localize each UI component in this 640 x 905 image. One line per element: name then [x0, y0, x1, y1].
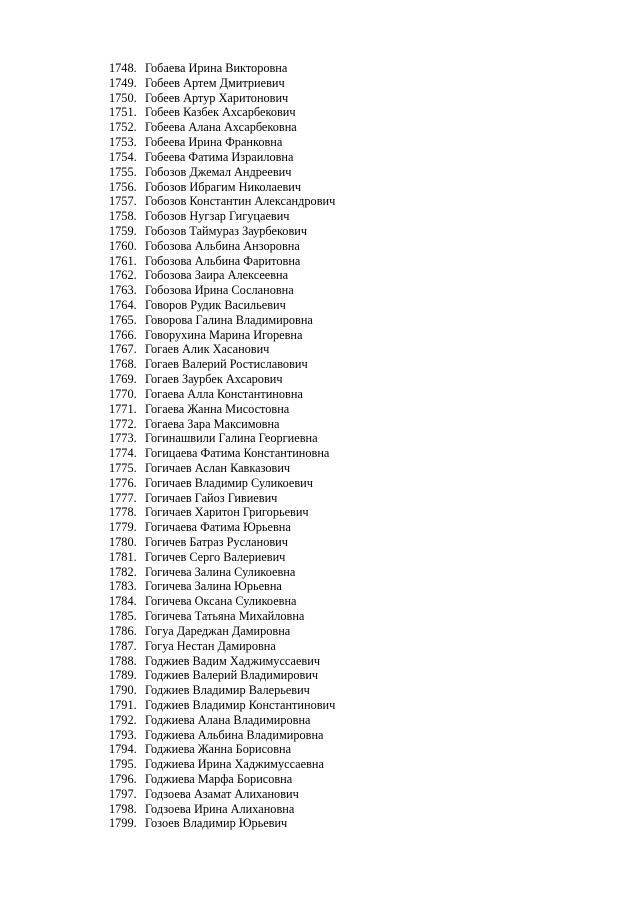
list-item	[109, 639, 335, 654]
list-item	[109, 728, 335, 743]
entry-name: Гогаева Зара Максимовна	[145, 416, 280, 431]
entry-number: 1779.	[109, 520, 137, 535]
entry-name: Годжиева Альбина Владимировна	[145, 727, 324, 742]
entry-name: Гобозов Нугзар Гигуцаевич	[145, 209, 290, 224]
entry-number: 1759.	[109, 223, 137, 238]
entry-name: Годзоева Ирина Алихановна	[145, 801, 295, 816]
entry-number: 1771.	[109, 401, 137, 416]
list-item	[109, 357, 335, 372]
entry-number: 1798.	[109, 801, 137, 816]
list-item	[109, 816, 335, 831]
entry-name: Годжиева Ирина Хаджимуссаевна	[145, 757, 324, 772]
list-item	[109, 461, 335, 476]
entry-number: 1749.	[109, 75, 137, 90]
list-item	[109, 550, 335, 565]
list-item	[109, 565, 335, 580]
entry-number: 1764.	[109, 298, 137, 312]
list-item	[109, 431, 335, 446]
entry-name: Гогичев Батраз Русланович	[145, 535, 288, 549]
entry-number: 1750.	[109, 90, 137, 105]
entry-name: Годжиева Жанна Борисовна	[145, 742, 292, 757]
entry-name: Гогичаев Харитон Григорьевич	[145, 505, 309, 520]
entry-name: Гобозов Джемал Андреевич	[145, 164, 292, 179]
entry-name: Гогичаев Владимир Суликоевич	[145, 475, 313, 490]
entry-number: 1758.	[109, 209, 137, 224]
entry-number: 1780.	[109, 535, 137, 549]
list-item	[109, 135, 335, 150]
list-item	[109, 180, 335, 195]
entry-number: 1768.	[109, 357, 137, 372]
entry-name: Годжиев Владимир Валерьевич	[145, 683, 310, 698]
entry-name: Гозоев Владимир Юрьевич	[145, 816, 288, 831]
entry-name: Гогичаев Аслан Кавказович	[145, 460, 291, 475]
list-item	[109, 417, 335, 432]
entry-number: 1789.	[109, 668, 137, 683]
list-item	[109, 105, 335, 120]
entry-number: 1773.	[109, 431, 137, 446]
list-item	[109, 268, 335, 283]
entry-number: 1753.	[109, 135, 137, 150]
entry-name: Гогаева Жанна Мисостовна	[145, 401, 290, 416]
list-item	[109, 120, 335, 135]
entry-name: Годжиев Владимир Константинович	[145, 697, 336, 712]
entry-number: 1751.	[109, 105, 137, 120]
list-item	[109, 757, 335, 772]
entry-name: Гогицаева Фатима Константиновна	[145, 446, 330, 461]
list-item	[109, 61, 335, 76]
list-item	[109, 194, 335, 209]
list-item	[109, 624, 335, 639]
entry-name: Гобозова Заира Алексеевна	[145, 268, 289, 283]
entry-name: Гогуа Дареджан Дамировна	[145, 623, 291, 638]
list-item	[109, 787, 335, 802]
list-item	[109, 698, 335, 713]
list-item	[109, 239, 335, 254]
entry-name: Годжиев Валерий Владимирович	[145, 668, 319, 683]
entry-number: 1748.	[109, 61, 137, 75]
entry-number: 1799.	[109, 816, 137, 831]
entry-name: Гобеев Казбек Ахсарбекович	[145, 105, 296, 120]
list-item	[109, 772, 335, 787]
entry-number: 1757.	[109, 194, 137, 209]
entry-name: Гобеев Артур Харитонович	[145, 90, 289, 105]
entry-number: 1791.	[109, 697, 137, 712]
list-item	[109, 313, 335, 328]
list-item	[109, 609, 335, 624]
list-item	[109, 387, 335, 402]
numbered-name-list	[109, 61, 335, 831]
entry-number: 1770.	[109, 386, 137, 401]
entry-name: Гогуа Нестан Дамировна	[145, 638, 276, 653]
entry-name: Гобозова Альбина Фаритовна	[145, 253, 301, 268]
list-item	[109, 535, 335, 550]
entry-name: Гобозова Альбина Анзоровна	[145, 238, 300, 253]
entry-number: 1790.	[109, 683, 137, 698]
entry-number: 1796.	[109, 772, 137, 786]
list-item	[109, 328, 335, 343]
list-item	[109, 491, 335, 506]
entry-number: 1765.	[109, 312, 137, 327]
entry-number: 1786.	[109, 623, 137, 638]
list-item	[109, 683, 335, 698]
list-item	[109, 342, 335, 357]
entry-name: Гобеева Ирина Франковна	[145, 135, 283, 150]
list-item	[109, 520, 335, 535]
entry-number: 1793.	[109, 727, 137, 742]
list-item	[109, 446, 335, 461]
entry-number: 1767.	[109, 342, 137, 357]
entry-number: 1752.	[109, 120, 137, 135]
list-item	[109, 298, 335, 313]
entry-number: 1792.	[109, 712, 137, 727]
entry-name: Гогичева Татьяна Михайловна	[145, 609, 305, 624]
entry-number: 1769.	[109, 372, 137, 387]
entry-number: 1778.	[109, 505, 137, 520]
entry-name: Годжиева Алана Владимировна	[145, 712, 311, 727]
entry-number: 1784.	[109, 594, 137, 609]
entry-name: Говоров Рудик Васильевич	[145, 298, 286, 312]
entry-name: Гобозов Таймураз Заурбекович	[145, 223, 308, 238]
entry-name: Годжиева Марфа Борисовна	[145, 772, 293, 786]
entry-number: 1775.	[109, 460, 137, 475]
entry-number: 1782.	[109, 564, 137, 579]
entry-name: Гогинашвили Галина Георгиевна	[145, 431, 318, 446]
entry-number: 1795.	[109, 757, 137, 772]
entry-number: 1781.	[109, 549, 137, 564]
entry-number: 1766.	[109, 327, 137, 342]
entry-number: 1776.	[109, 475, 137, 490]
entry-number: 1755.	[109, 164, 137, 179]
list-item	[109, 372, 335, 387]
entry-number: 1774.	[109, 446, 137, 461]
list-item	[109, 150, 335, 165]
list-item	[109, 402, 335, 417]
entry-name: Гобеева Алана Ахсарбековна	[145, 120, 297, 135]
list-item	[109, 742, 335, 757]
entry-number: 1785.	[109, 609, 137, 624]
entry-number: 1762.	[109, 268, 137, 283]
entry-name: Гогичаев Гайоз Гивиевич	[145, 490, 278, 505]
entry-name: Гобеева Фатима Израиловна	[145, 149, 294, 164]
entry-name: Гобозов Ибрагим Николаевич	[145, 179, 302, 194]
entry-name: Гогаева Алла Константиновна	[145, 386, 303, 401]
entry-number: 1787.	[109, 638, 137, 653]
entry-name: Говорова Галина Владимировна	[145, 312, 313, 327]
list-item	[109, 505, 335, 520]
list-item	[109, 91, 335, 106]
entry-name: Гогичаева Фатима Юрьевна	[145, 520, 291, 535]
entry-name: Гогичева Оксана Суликоевна	[145, 594, 297, 609]
list-item	[109, 579, 335, 594]
entry-number: 1760.	[109, 238, 137, 253]
list-item	[109, 668, 335, 683]
list-item	[109, 802, 335, 817]
list-item	[109, 476, 335, 491]
list-item	[109, 713, 335, 728]
entry-number: 1772.	[109, 416, 137, 431]
entry-number: 1788.	[109, 653, 137, 668]
entry-number: 1797.	[109, 786, 137, 801]
entry-number: 1763.	[109, 283, 137, 298]
list-item	[109, 209, 335, 224]
entry-number: 1794.	[109, 742, 137, 757]
entry-name: Гогичева Залина Суликоевна	[145, 564, 296, 579]
entry-number: 1754.	[109, 149, 137, 164]
entry-name: Гобозова Ирина Сослановна	[145, 283, 294, 298]
list-item	[109, 654, 335, 669]
entry-name: Гогаев Заурбек Ахсарович	[145, 372, 283, 387]
list-item	[109, 283, 335, 298]
list-item	[109, 254, 335, 269]
list-item	[109, 165, 335, 180]
entry-name: Годжиев Вадим Хаджимуссаевич	[145, 653, 321, 668]
entry-name: Говорухина Марина Игоревна	[145, 327, 303, 342]
entry-number: 1777.	[109, 490, 137, 505]
entry-name: Гогаев Валерий Ростиславович	[145, 357, 308, 372]
entry-name: Гобаева Ирина Викторовна	[145, 61, 288, 75]
entry-name: Гобеев Артем Дмитриевич	[145, 75, 285, 90]
entry-name: Гогичев Серго Валериевич	[145, 549, 286, 564]
list-item	[109, 594, 335, 609]
entry-number: 1756.	[109, 179, 137, 194]
list-item	[109, 224, 335, 239]
entry-name: Годзоева Азамат Алиханович	[145, 786, 299, 801]
entry-number: 1783.	[109, 579, 137, 594]
entry-name: Гогаев Алик Хасанович	[145, 342, 270, 357]
entry-name: Гобозов Константин Александрович	[145, 194, 336, 209]
entry-number: 1761.	[109, 253, 137, 268]
list-item	[109, 76, 335, 91]
entry-name: Гогичева Залина Юрьевна	[145, 579, 282, 594]
